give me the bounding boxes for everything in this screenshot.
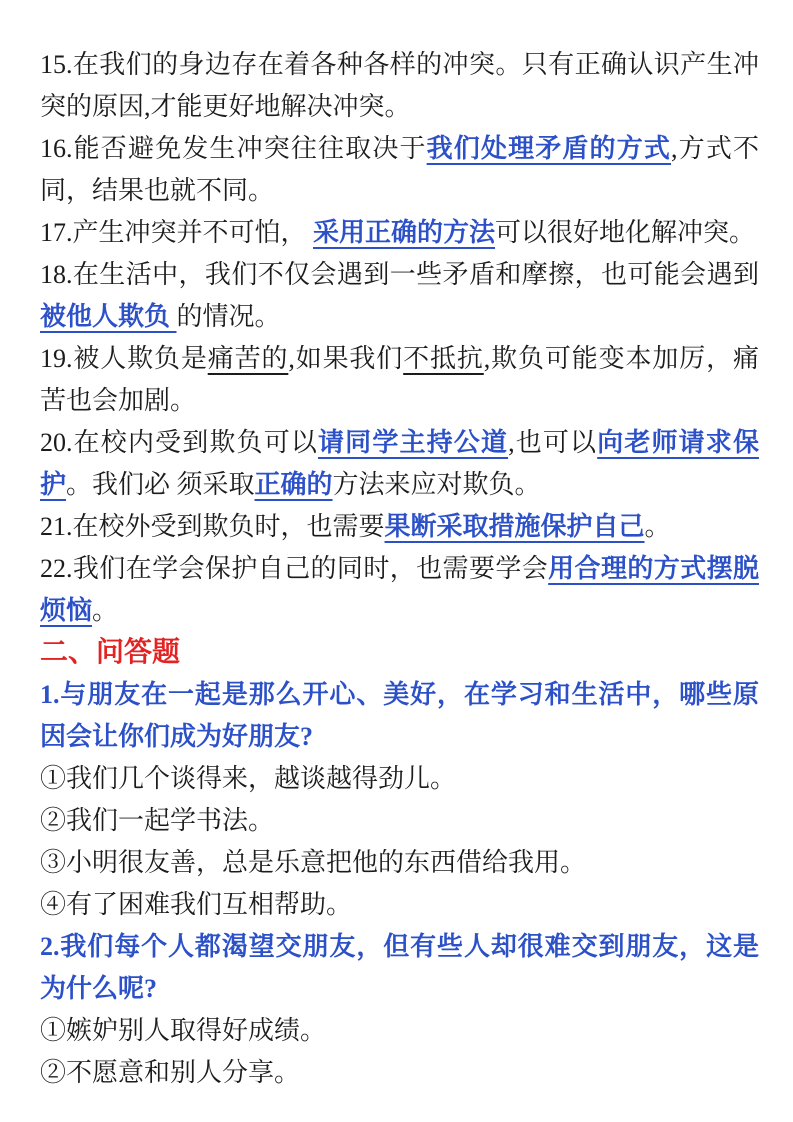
question-2: 2.我们每个人都渴望交朋友，但有些人却很难交到朋友，这是为什么呢? xyxy=(40,932,759,1003)
text-run: ,如果我们 xyxy=(288,344,404,373)
text-run: 19.被人欺负是 xyxy=(40,344,208,373)
key-phrase: 向老师请求保护 xyxy=(40,428,759,499)
answer-1-4: ④有了困难我们互相帮助。 xyxy=(40,890,353,919)
key-phrase: 正确的 xyxy=(254,470,333,499)
qa-section xyxy=(40,674,759,1094)
answer-1-2: ②我们一起学书法。 xyxy=(40,806,275,835)
text-run: 22.我们在学会保护自己的同时，也需要学会 xyxy=(40,554,549,583)
key-phrase: 用合理的方式摆脱烦恼 xyxy=(40,554,759,625)
answer-1-3: ③小明很友善，总是乐意把他的东西借给我用。 xyxy=(40,848,587,877)
item-19 xyxy=(40,338,759,422)
text-run: 17.产生冲突并不可怕， xyxy=(40,218,314,247)
fill-in-statements-section xyxy=(40,44,759,632)
item-22 xyxy=(40,548,759,632)
item-21 xyxy=(40,506,759,548)
text-run: 。 xyxy=(644,512,671,541)
text-run: ,也可以 xyxy=(508,428,598,457)
text-run: 。我们必 须采取 xyxy=(66,470,255,499)
text-run: 的情况。 xyxy=(176,302,281,331)
key-phrase: 不抵抗 xyxy=(403,344,484,373)
item-17 xyxy=(40,212,759,254)
text-run: 20.在校内受到欺负可以 xyxy=(40,428,319,457)
item-18 xyxy=(40,254,759,338)
text-run: 。 xyxy=(92,596,119,625)
text-run: 可以很好地化解冲突。 xyxy=(495,218,756,247)
key-phrase: 被他人欺负 xyxy=(40,302,177,331)
answer-2-2: ②不愿意和别人分享。 xyxy=(40,1058,301,1087)
key-phrase: 请同学主持公道 xyxy=(318,428,509,457)
text-run: ,方式不同，结果也就不同。 xyxy=(40,134,759,205)
item-15 xyxy=(40,44,759,128)
key-phrase: 我们处理矛盾的方式 xyxy=(426,134,672,163)
text-run: 21.在校外受到欺负时，也需要 xyxy=(40,512,385,541)
text-run: 方法来应对欺负。 xyxy=(332,470,541,499)
section-heading-qa: 二、问答题 xyxy=(40,637,181,668)
item-20 xyxy=(40,422,759,506)
text-run: 16.能否避免发生冲突往往取决于 xyxy=(40,134,427,163)
key-phrase: 采用正确的方法 xyxy=(313,218,496,247)
answer-2-1: ①嫉妒别人取得好成绩。 xyxy=(40,1016,327,1045)
answer-1-1: ①我们几个谈得来，越谈越得劲儿。 xyxy=(40,764,457,793)
key-phrase: 痛苦的 xyxy=(207,344,289,373)
text-run: 15.在我们的身边存在着各种各样的冲突。只有正确认识产生冲突的原因,才能更好地解决冲突。 xyxy=(40,50,759,121)
text-run: ,欺负可能变本加厉，痛苦也会加剧。 xyxy=(40,344,759,415)
item-16 xyxy=(40,128,759,212)
text-run: 18.在生活中，我们不仅会遇到一些矛盾和摩擦，也可能会遇到 xyxy=(40,260,759,289)
question-1: 1.与朋友在一起是那么开心、美好，在学习和生活中，哪些原因会让你们成为好朋友? xyxy=(40,680,759,751)
key-phrase: 果断采取措施保护自己 xyxy=(384,512,645,541)
